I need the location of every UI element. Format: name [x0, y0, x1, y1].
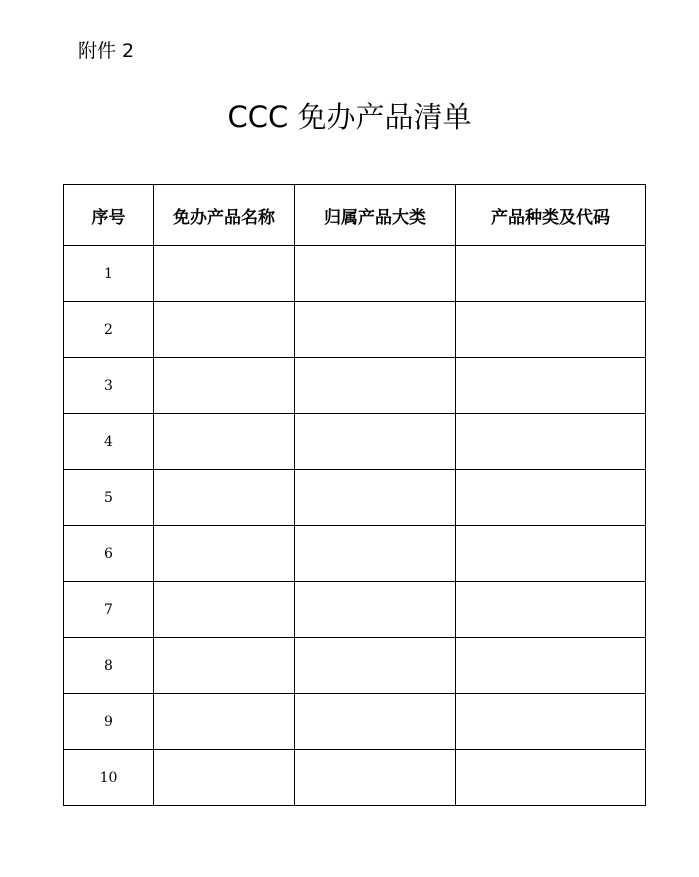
cell-product-category: [295, 526, 456, 582]
cell-product-category: [295, 414, 456, 470]
table-row: [64, 694, 646, 750]
cell-product-category: [295, 358, 456, 414]
cell-serial-number: 2: [64, 302, 154, 358]
cell-product-type-code: [456, 694, 646, 750]
cell-product-type-code: [456, 638, 646, 694]
cell-serial-number: 3: [64, 358, 154, 414]
attachment-label: 附件 2: [78, 40, 135, 62]
cell-serial-number: 7: [64, 582, 154, 638]
table-row: [64, 638, 646, 694]
cell-product-category: [295, 246, 456, 302]
cell-product-category: [295, 694, 456, 750]
cell-serial-number: 10: [64, 750, 154, 806]
cell-product-category: [295, 750, 456, 806]
cell-serial-number: 1: [64, 246, 154, 302]
cell-product-category: [295, 470, 456, 526]
table-row: [64, 750, 646, 806]
cell-product-name: [154, 302, 295, 358]
cell-product-name: [154, 582, 295, 638]
header-product-name: 免办产品名称: [154, 185, 295, 246]
cell-product-name: [154, 414, 295, 470]
cell-serial-number: 8: [64, 638, 154, 694]
cell-serial-number: 4: [64, 414, 154, 470]
cell-product-type-code: [456, 470, 646, 526]
table-row: [64, 414, 646, 470]
cell-product-type-code: [456, 414, 646, 470]
cell-product-name: [154, 694, 295, 750]
header-product-type-code: 产品种类及代码: [456, 185, 646, 246]
header-serial-number: 序号: [64, 185, 154, 246]
table-row: [64, 302, 646, 358]
cell-product-type-code: [456, 246, 646, 302]
cell-serial-number: 6: [64, 526, 154, 582]
table-row: [64, 470, 646, 526]
cell-product-type-code: [456, 358, 646, 414]
cell-product-name: [154, 358, 295, 414]
cell-product-type-code: [456, 750, 646, 806]
cell-serial-number: 5: [64, 470, 154, 526]
cell-product-name: [154, 526, 295, 582]
table-row: [64, 582, 646, 638]
document-title: CCC 免办产品清单: [227, 100, 472, 134]
cell-product-name: [154, 470, 295, 526]
cell-product-category: [295, 638, 456, 694]
table-header-row: [64, 185, 646, 246]
cell-product-type-code: [456, 526, 646, 582]
table-row: [64, 526, 646, 582]
cell-product-category: [295, 302, 456, 358]
cell-product-type-code: [456, 302, 646, 358]
header-product-category: 归属产品大类: [295, 185, 456, 246]
cell-product-type-code: [456, 582, 646, 638]
cell-product-category: [295, 582, 456, 638]
table-row: [64, 246, 646, 302]
cell-serial-number: 9: [64, 694, 154, 750]
product-list-table: [63, 184, 646, 806]
table-row: [64, 358, 646, 414]
cell-product-name: [154, 638, 295, 694]
cell-product-name: [154, 750, 295, 806]
cell-product-name: [154, 246, 295, 302]
